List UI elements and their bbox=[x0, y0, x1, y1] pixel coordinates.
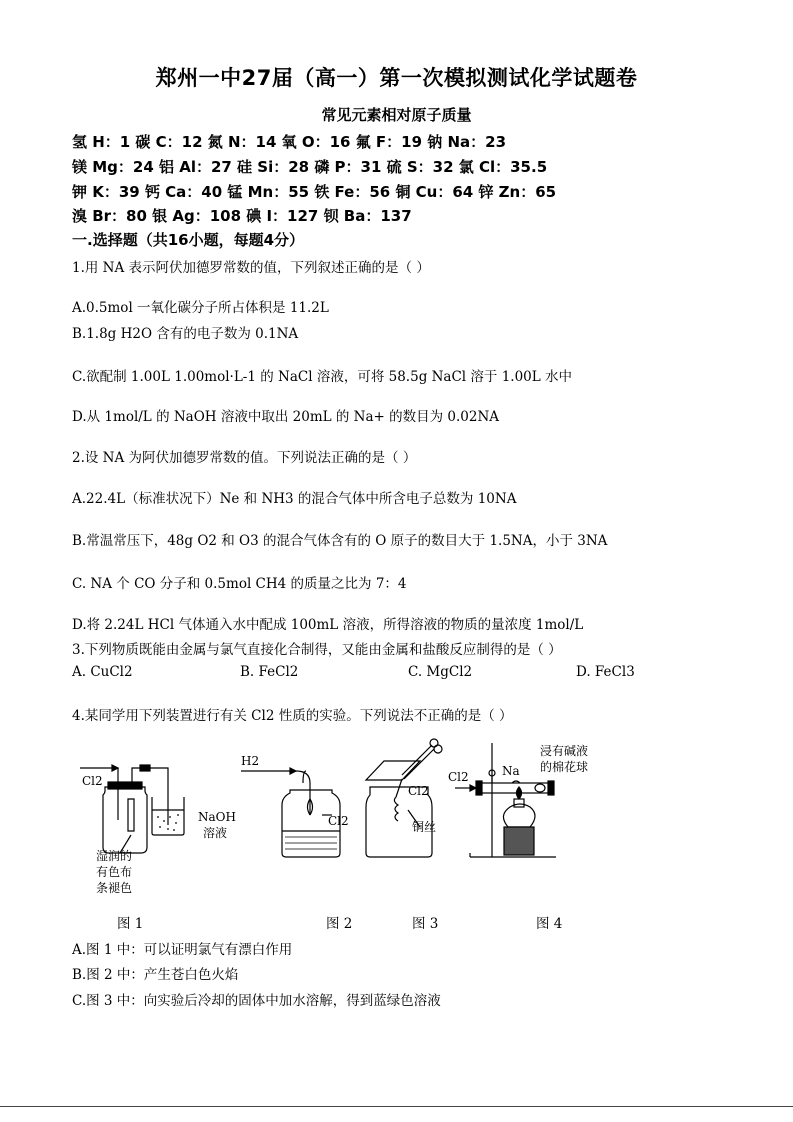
figure-4-caption: 图 4 bbox=[536, 916, 563, 932]
question-1-option-d: D.从 1mol/L 的 NaOH 溶液中取出 20mL 的 Na+ 的数目为 0.02NA bbox=[72, 409, 500, 425]
fig1-note-line: 条褪色 bbox=[96, 881, 133, 895]
atomic-mass-row: 氢 H：1 碳 C：12 氮 N：14 氧 O：16 氟 F：19 钠 Na：23 bbox=[72, 133, 507, 151]
fig4-metal-label: Na bbox=[502, 764, 520, 778]
question-1-stem: 1.用 NA 表示阿伏加德罗常数的值，下列叙述正确的是（ ） bbox=[72, 260, 430, 276]
fig3-apparatus bbox=[366, 739, 442, 857]
atomic-mass-row: 溴 Br：80 银 Ag：108 碘 I：127 钡 Ba：137 bbox=[72, 207, 412, 225]
question-4-option-b: B.图 2 中：产生苍白色火焰 bbox=[72, 967, 239, 983]
fig4-note-line: 的棉花球 bbox=[540, 760, 589, 774]
fig1-base-label: NaOH bbox=[198, 810, 236, 824]
question-4-stem: 4.某同学用下列装置进行有关 Cl2 性质的实验。下列说法不正确的是（ ） bbox=[72, 708, 513, 724]
fig2-liquid-lines bbox=[285, 837, 337, 849]
fig3-wire-label: 铜丝 bbox=[412, 820, 437, 834]
question-3-option-a: A. CuCl2 bbox=[72, 664, 133, 680]
figure-1-caption: 图 1 bbox=[117, 916, 144, 932]
fig4-gas-label: Cl2 bbox=[448, 770, 469, 784]
atomic-mass-row: 镁 Mg：24 铝 Al：27 硅 Si：28 磷 P：31 硫 S：32 氯 Cl：35.5 bbox=[72, 158, 548, 176]
fig4-note-line: 浸有碱液 bbox=[540, 744, 589, 758]
page-bottom-rule bbox=[0, 1106, 793, 1107]
figure-2-caption: 图 2 bbox=[326, 916, 353, 932]
question-1-option-a: A.0.5mol 一氧化碳分子所占体积是 11.2L bbox=[72, 300, 329, 316]
fig2-gas-in-label: H2 bbox=[241, 754, 260, 768]
question-4-option-c: C.图 3 中：向实验后冷却的固体中加水溶解，得到蓝绿色溶液 bbox=[72, 993, 441, 1009]
question-3-option-b: B. FeCl2 bbox=[240, 664, 299, 680]
fig1-note-line: 湿润的 bbox=[96, 849, 133, 863]
question-2-option-a: A.22.4L（标准状况下）Ne 和 NH3 的混合气体中所含电子总数为 10NA bbox=[72, 491, 517, 507]
fig1-solution-label: 溶液 bbox=[203, 826, 228, 840]
fig1-gas-label: Cl2 bbox=[82, 774, 103, 788]
question-3-option-c: C. MgCl2 bbox=[408, 664, 473, 680]
apparatus-figure bbox=[0, 735, 793, 910]
atomic-mass-heading: 常见元素相对原子质量 bbox=[321, 106, 472, 124]
fig2-apparatus bbox=[241, 768, 340, 857]
question-1-option-c: C.欲配制 1.00L 1.00mol·L-1 的 NaCl 溶液，可将 58.5g NaCl 溶于 1.00L 水中 bbox=[72, 369, 573, 385]
question-2-option-d: D.将 2.24L HCl 气体通入水中配成 100mL 溶液，所得溶液的物质的量浓度 1mol/L bbox=[72, 617, 584, 633]
question-4-option-a: A.图 1 中：可以证明氯气有漂白作用 bbox=[72, 942, 293, 958]
fig2-gas-jar-label: Cl2 bbox=[328, 814, 349, 828]
question-3-option-d: D. FeCl3 bbox=[576, 664, 635, 680]
question-2-option-c: C. NA 个 CO 分子和 0.5mol CH4 的质量之比为 7：4 bbox=[72, 576, 407, 592]
page-title: 郑州一中27届（高一）第一次模拟测试化学试题卷 bbox=[155, 66, 638, 90]
question-2-option-b: B.常温常压下，48g O2 和 O3 的混合气体含有的 O 原子的数目大于 1.5NA，小于 3NA bbox=[72, 533, 608, 549]
atomic-mass-row: 钾 K：39 钙 Ca：40 锰 Mn：55 铁 Fe：56 铜 Cu：64 锌 Zn：65 bbox=[72, 183, 557, 201]
fig1-note-line: 有色布 bbox=[96, 865, 133, 879]
fig3-gas-label: Cl2 bbox=[408, 784, 429, 798]
figure-3-caption: 图 3 bbox=[412, 916, 439, 932]
question-2-stem: 2.设 NA 为阿伏加德罗常数的值。下列说法正确的是（ ） bbox=[72, 450, 417, 466]
question-3-stem: 3.下列物质既能由金属与氯气直接化合制得，又能由金属和盐酸反应制得的是（ ） bbox=[72, 642, 562, 658]
question-1-option-b: B.1.8g H2O 含有的电子数为 0.1NA bbox=[72, 326, 299, 342]
section-heading: 一.选择题（共16小题，每题4分） bbox=[72, 231, 305, 249]
